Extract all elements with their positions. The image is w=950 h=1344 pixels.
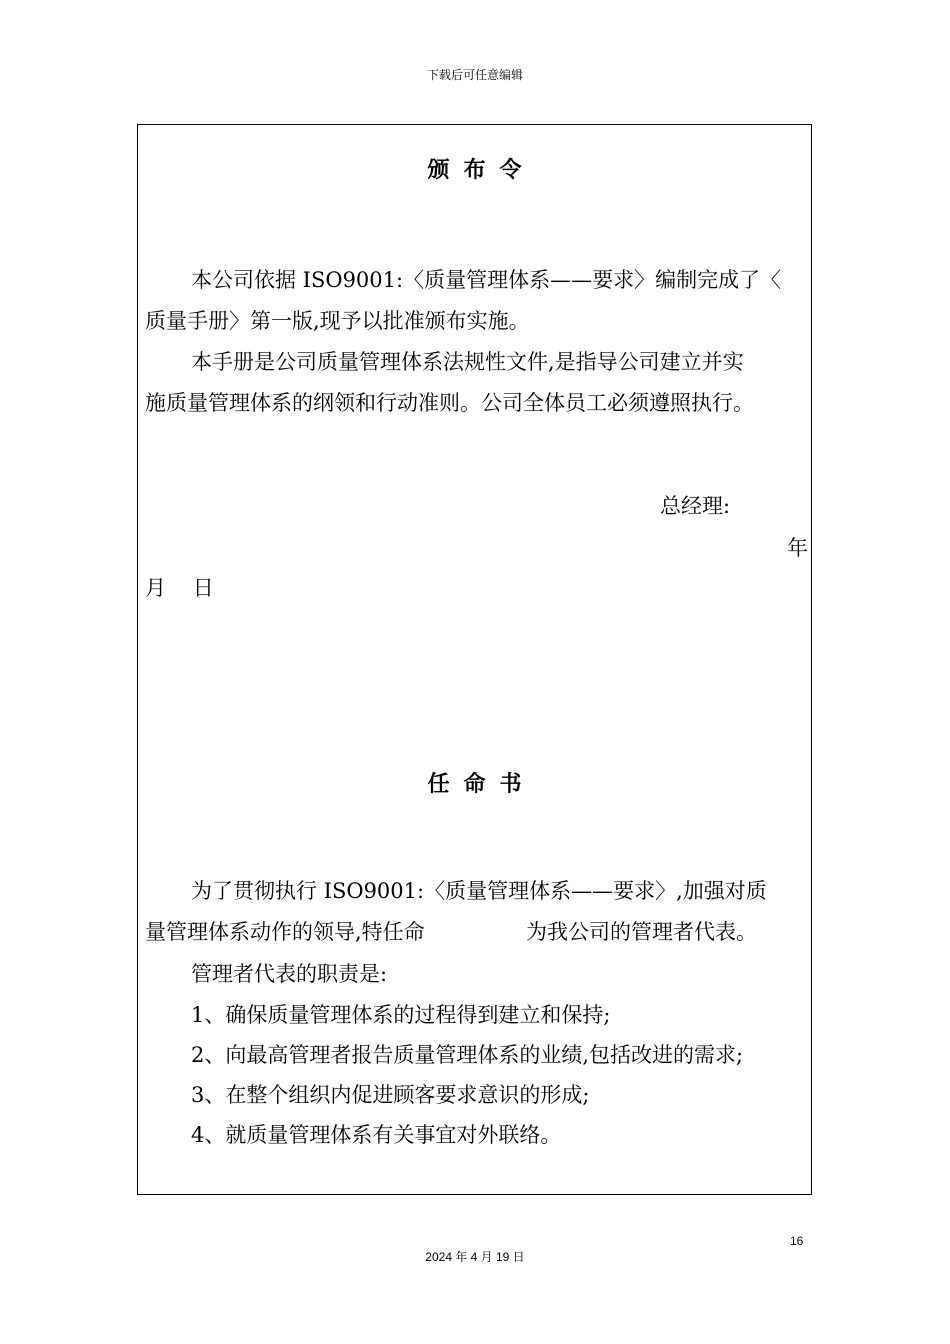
date-month-day-label: 月 日 [145, 576, 214, 600]
appointment-paragraph-line-2b: 为我公司的管理者代表。 [526, 920, 757, 944]
duties-intro: 管理者代表的职责是: [191, 962, 388, 986]
duty-item: 2、向最高管理者报告质量管理体系的业绩,包括改进的需求; [191, 1043, 744, 1067]
appointment-paragraph-line-1: 为了贯彻执行 ISO9001:〈质量管理体系——要求〉,加强对质 [191, 879, 767, 903]
duty-item: 1、确保质量管理体系的过程得到建立和保持; [191, 1003, 611, 1027]
decree-paragraph-2-line-2: 施质量管理体系的纲领和行动准则。公司全体员工必须遵照执行。 [145, 391, 754, 415]
document-frame [137, 124, 812, 1195]
duty-item: 3、在整个组织内促进顾客要求意识的形成; [191, 1083, 590, 1107]
page-header-note: 下载后可任意编辑 [426, 68, 523, 82]
signer-label: 总经理: [660, 494, 731, 518]
footer-date: 2024 年 4 月 19 日 [425, 1250, 525, 1264]
appointment-paragraph-line-2a: 量管理体系动作的领导,特任命 [145, 920, 425, 944]
decree-paragraph-2-line-1: 本手册是公司质量管理体系法规性文件,是指导公司建立并实 [191, 350, 744, 374]
appointment-title: 任命书 [427, 771, 536, 797]
duty-item: 4、就质量管理体系有关事宜对外联络。 [191, 1123, 562, 1147]
page-number: 16 [790, 1234, 804, 1248]
date-year-label: 年 [787, 536, 808, 560]
decree-paragraph-1-line-1: 本公司依据 ISO9001:〈质量管理体系——要求〉编制完成了〈 [191, 268, 782, 292]
decree-paragraph-1-line-2: 质量手册〉第一版,现予以批准颁布实施。 [145, 309, 530, 333]
decree-title: 颁布令 [427, 157, 536, 183]
